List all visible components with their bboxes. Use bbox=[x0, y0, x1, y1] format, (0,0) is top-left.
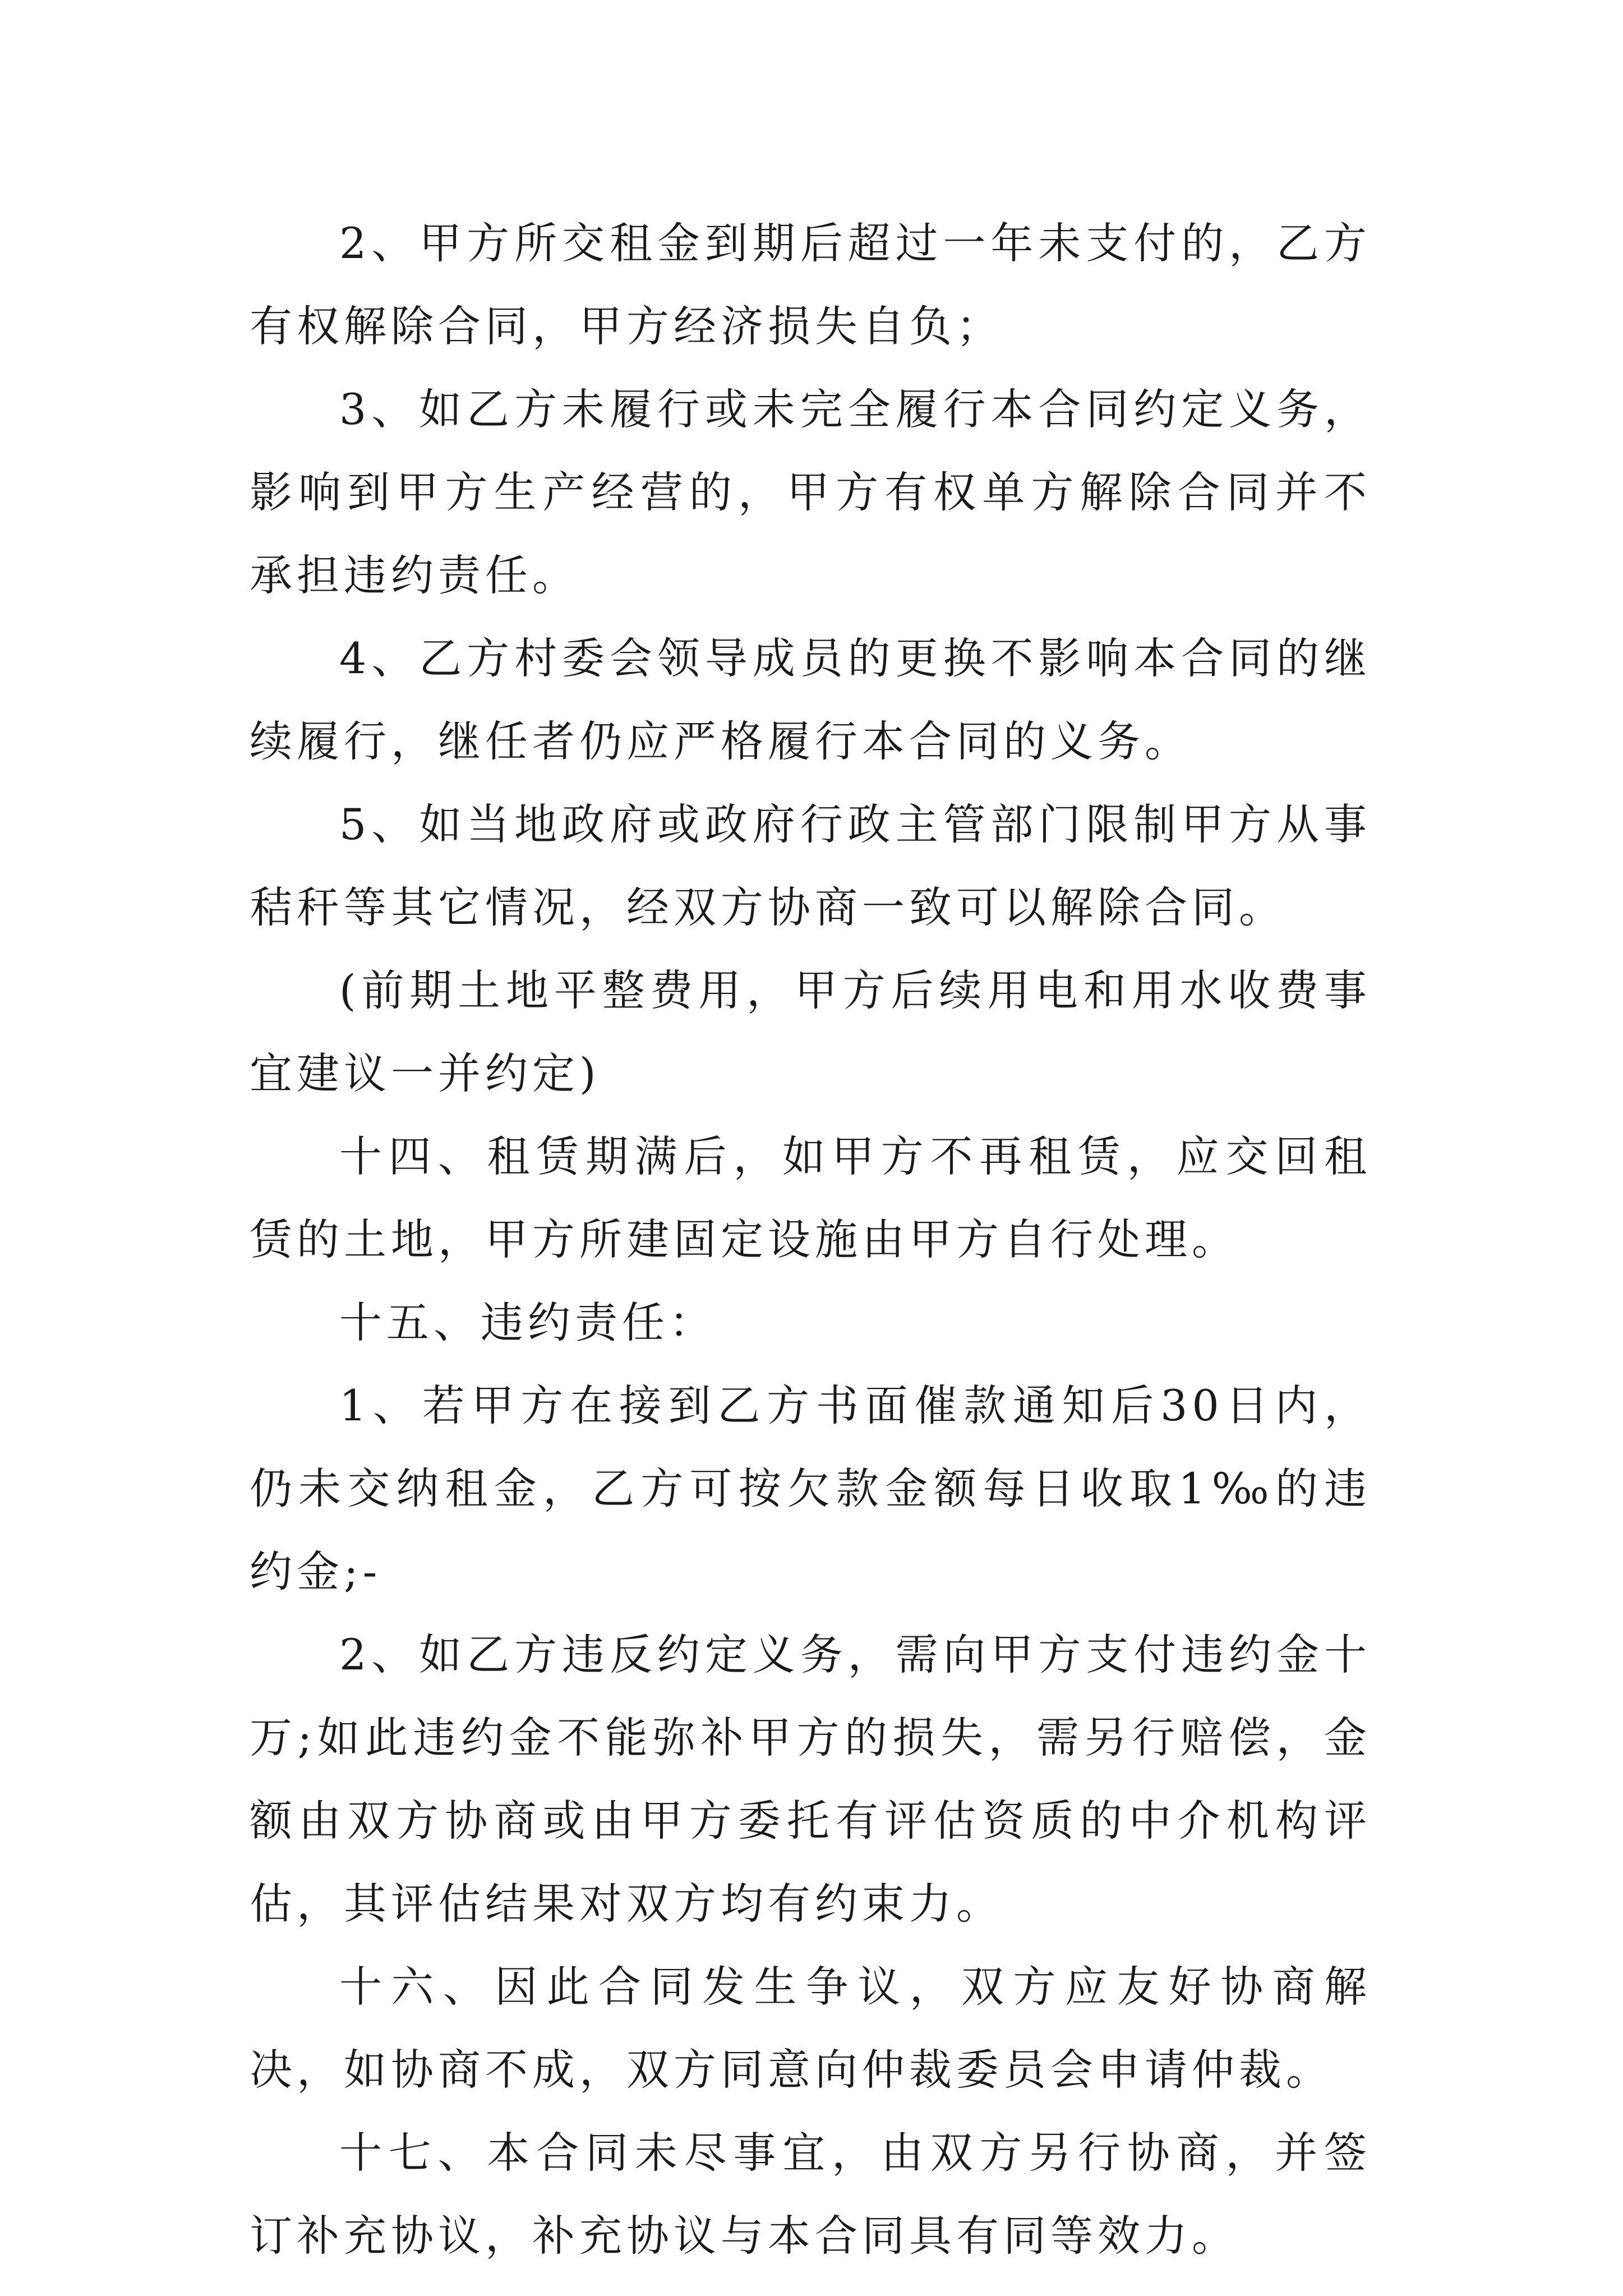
clause-paragraph: 3、如乙方未履行或未完全履行本合同约定义务，影响到甲方生产经营的，甲方有权单方解除合同并不承担违约责任。 bbox=[250, 384, 1371, 600]
clause-paragraph: 2、甲方所交租金到期后超过一年未支付的，乙方有权解除合同，甲方经济损失自负； bbox=[250, 218, 1371, 351]
clause-paragraph: 十七、本合同未尽事宜，由双方另行协商，并签订补充协议，补充协议与本合同具有同等效力。 bbox=[250, 2128, 1371, 2261]
clause-paragraph: 1、若甲方在接到乙方书面催款通知后30日内，仍未交纳租金，乙方可按欠款金额每日收取1‰的违约金;- bbox=[250, 1381, 1371, 1596]
clause-paragraph: 2、如乙方违反约定义务，需向甲方支付违约金十万;如此违约金不能弥补甲方的损失，需另行赔偿，金额由双方协商或由甲方委托有评估资质的中介机构评估，其评估结果对双方均有约束力。 bbox=[250, 1630, 1371, 1929]
clause-paragraph: 5、如当地政府或政府行政主管部门限制甲方从事秸秆等其它情况，经双方协商一致可以解除合同。 bbox=[250, 799, 1371, 932]
note-paragraph: (前期土地平整费用，甲方后续用电和用水收费事宜建议一并约定) bbox=[250, 965, 1371, 1098]
document-body bbox=[250, 202, 1371, 2277]
clause-paragraph: 十六、因此合同发生争议，双方应友好协商解决，如协商不成，双方同意向仲裁委员会申请仲裁。 bbox=[250, 1962, 1371, 2095]
section-heading: 十五、违约责任： bbox=[339, 1297, 716, 1347]
clause-paragraph: 4、乙方村委会领导成员的更换不影响本合同的继续履行，继任者仍应严格履行本合同的义务。 bbox=[250, 633, 1371, 766]
clause-paragraph: 十四、租赁期满后，如甲方不再租赁，应交回租赁的土地，甲方所建固定设施由甲方自行处理。 bbox=[250, 1131, 1371, 1264]
